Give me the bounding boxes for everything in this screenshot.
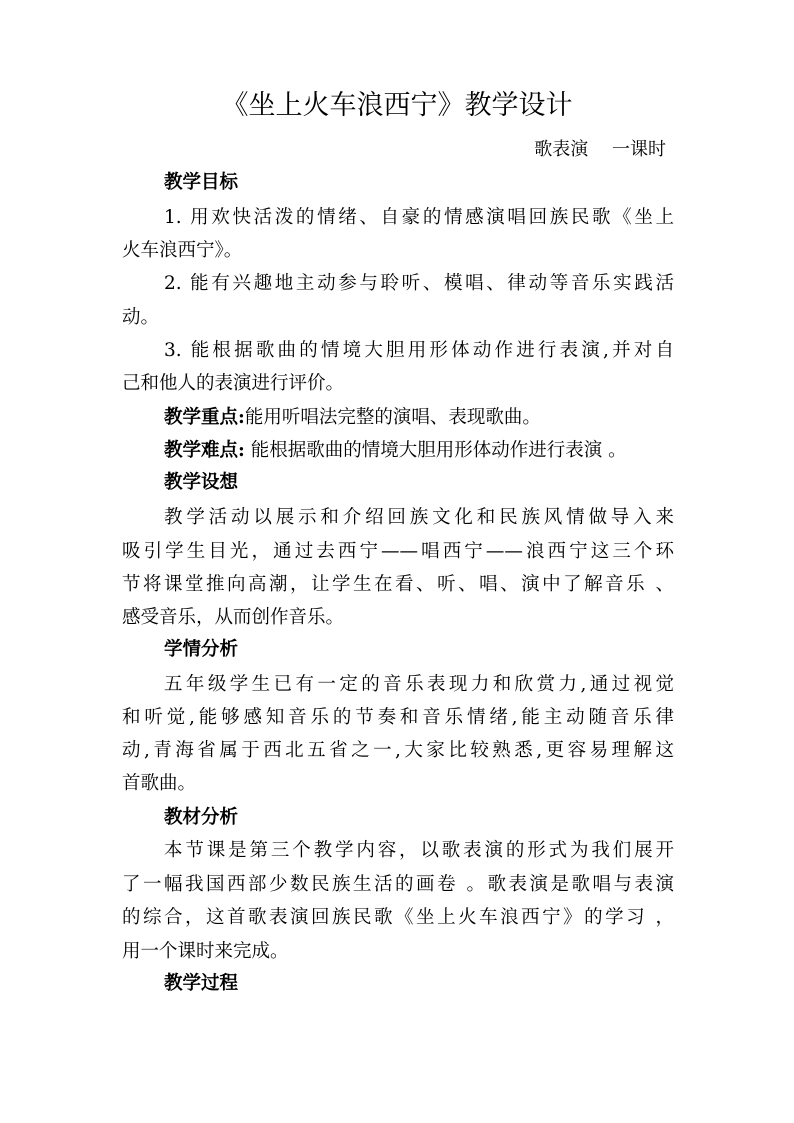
heading-student-analysis: 学情分析 bbox=[164, 639, 239, 660]
idea-line-3: 节将课堂推向高潮，让学生在看、听、唱、演中了解音乐 、 bbox=[122, 574, 674, 595]
heading-idea: 教学设想 bbox=[164, 472, 239, 493]
key-point-label: 教学重点: bbox=[164, 407, 245, 428]
difficulty-label: 教学难点: bbox=[164, 440, 245, 461]
idea-line-4: 感受音乐，从而创作音乐。 bbox=[122, 607, 345, 628]
key-point-text: 能用听唱法完整的演唱、表现歌曲。 bbox=[244, 407, 541, 428]
objective-2-line-2: 动。 bbox=[122, 307, 160, 328]
heading-process: 教学过程 bbox=[164, 973, 239, 994]
material-line-3: 的综合，这首歌表演回族民歌《坐上火车浪西宁》的学习 ， bbox=[122, 907, 674, 928]
document-title: 《坐上火车浪西宁》教学设计 bbox=[221, 90, 573, 121]
objective-1-line-1: 1. 用欢快活泼的情绪、自豪的情感演唱回族民歌《坐上 bbox=[164, 207, 674, 228]
student-line-4: 首歌曲。 bbox=[122, 773, 197, 794]
difficulty-text: 能根据歌曲的情境大胆用形体动作进行表演 。 bbox=[244, 440, 627, 461]
student-line-2: 和听觉,能够感知音乐的节奏和音乐情绪,能主动随音乐律 bbox=[122, 707, 674, 728]
student-line-1: 五年级学生已有一定的音乐表现力和欣赏力,通过视觉 bbox=[164, 674, 674, 695]
student-line-3: 动,青海省属于西北五省之一,大家比较熟悉,更容易理解这 bbox=[122, 740, 674, 761]
heading-objectives: 教学目标 bbox=[164, 172, 239, 193]
heading-material-analysis: 教材分析 bbox=[164, 807, 239, 828]
material-line-1: 本节课是第三个教学内容，以歌表演的形式为我们展开 bbox=[164, 840, 674, 861]
material-line-2: 了一幅我国西部少数民族生活的画卷 。歌表演是歌唱与表演 bbox=[122, 874, 674, 895]
objective-1-line-2: 火车浪西宁》。 bbox=[122, 240, 243, 261]
material-line-4: 用一个课时来完成。 bbox=[122, 941, 289, 962]
key-point-row bbox=[164, 405, 541, 431]
objective-3-line-2: 己和他人的表演进行评价。 bbox=[122, 373, 345, 394]
difficulty-row bbox=[164, 438, 627, 464]
document-subtitle: 歌表演 一课时 bbox=[534, 139, 666, 160]
idea-line-2: 吸引学生目光，通过去西宁——唱西宁——浪西宁这三个环 bbox=[122, 541, 674, 562]
idea-line-1: 教学活动以展示和介绍回族文化和民族风情做导入来 bbox=[164, 507, 674, 528]
objective-3-line-1: 3. 能根据歌曲的情境大胆用形体动作进行表演,并对自 bbox=[164, 340, 674, 361]
objective-2-line-1: 2. 能有兴趣地主动参与聆听、模唱、律动等音乐实践活 bbox=[164, 273, 674, 294]
